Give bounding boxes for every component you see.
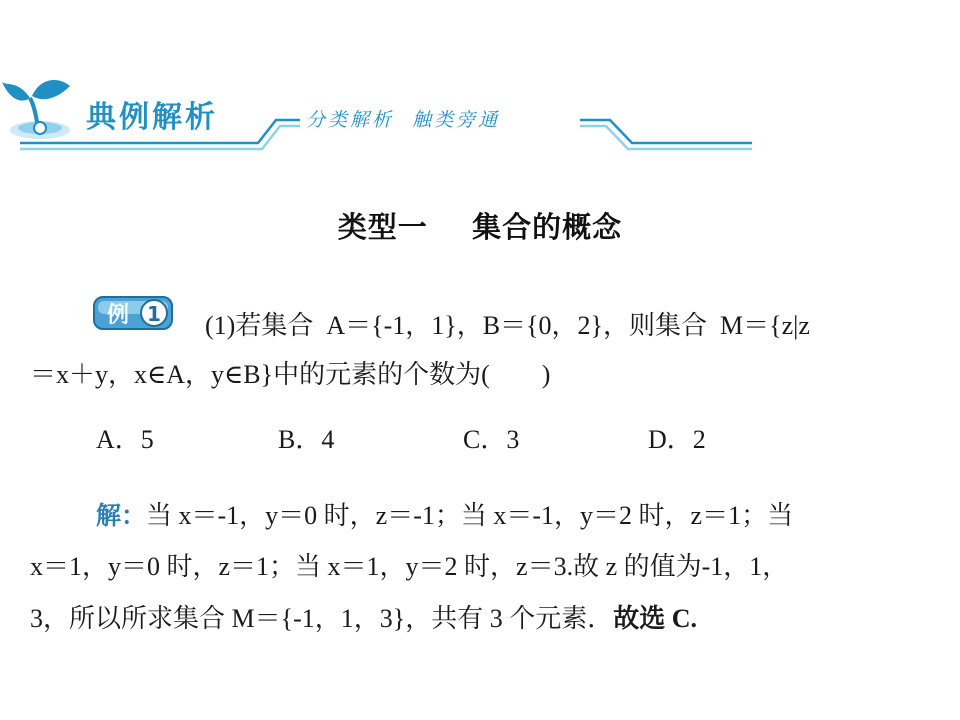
- solution-label: 解：: [96, 501, 147, 530]
- badge-label: 例: [106, 303, 130, 328]
- badge-number: 1: [147, 302, 161, 326]
- solution-line-2: x＝1，y＝0 时，z＝1；当 x＝1，y＝2 时，z＝3.故 z 的值为-1，1，: [30, 552, 789, 581]
- header-subtitle: 分类解析 触类旁通: [306, 109, 501, 131]
- solution-line-3-text: 3，所以所求集合 M＝{-1，1，3}，共有 3 个元素．: [30, 604, 614, 633]
- example-badge: [92, 293, 174, 333]
- option-c: C．3: [463, 425, 520, 454]
- header-title: 典例解析: [86, 100, 218, 135]
- sprout-icon: [2, 80, 70, 139]
- solution-line-1-text: 当 x＝-1，y＝0 时，z＝-1；当 x＝-1，y＝2 时，z＝1；当: [146, 501, 794, 530]
- option-a: A．5: [96, 425, 154, 454]
- section-title: 类型一 集合的概念: [337, 210, 623, 244]
- solution-line-1: [96, 503, 793, 529]
- solution-conclusion: 故选 C.: [613, 604, 698, 633]
- question-line-2: ＝x＋y，x∈A，y∈B}中的元素的个数为( ): [30, 360, 551, 389]
- question-line-1: (1)若集合 A＝{-1，1}，B＝{0，2}，则集合 M＝{z|z: [205, 311, 810, 340]
- option-b: B．4: [278, 425, 335, 454]
- option-d: D．2: [648, 425, 706, 454]
- section-header: [0, 60, 960, 160]
- solution-line-3: [30, 606, 697, 632]
